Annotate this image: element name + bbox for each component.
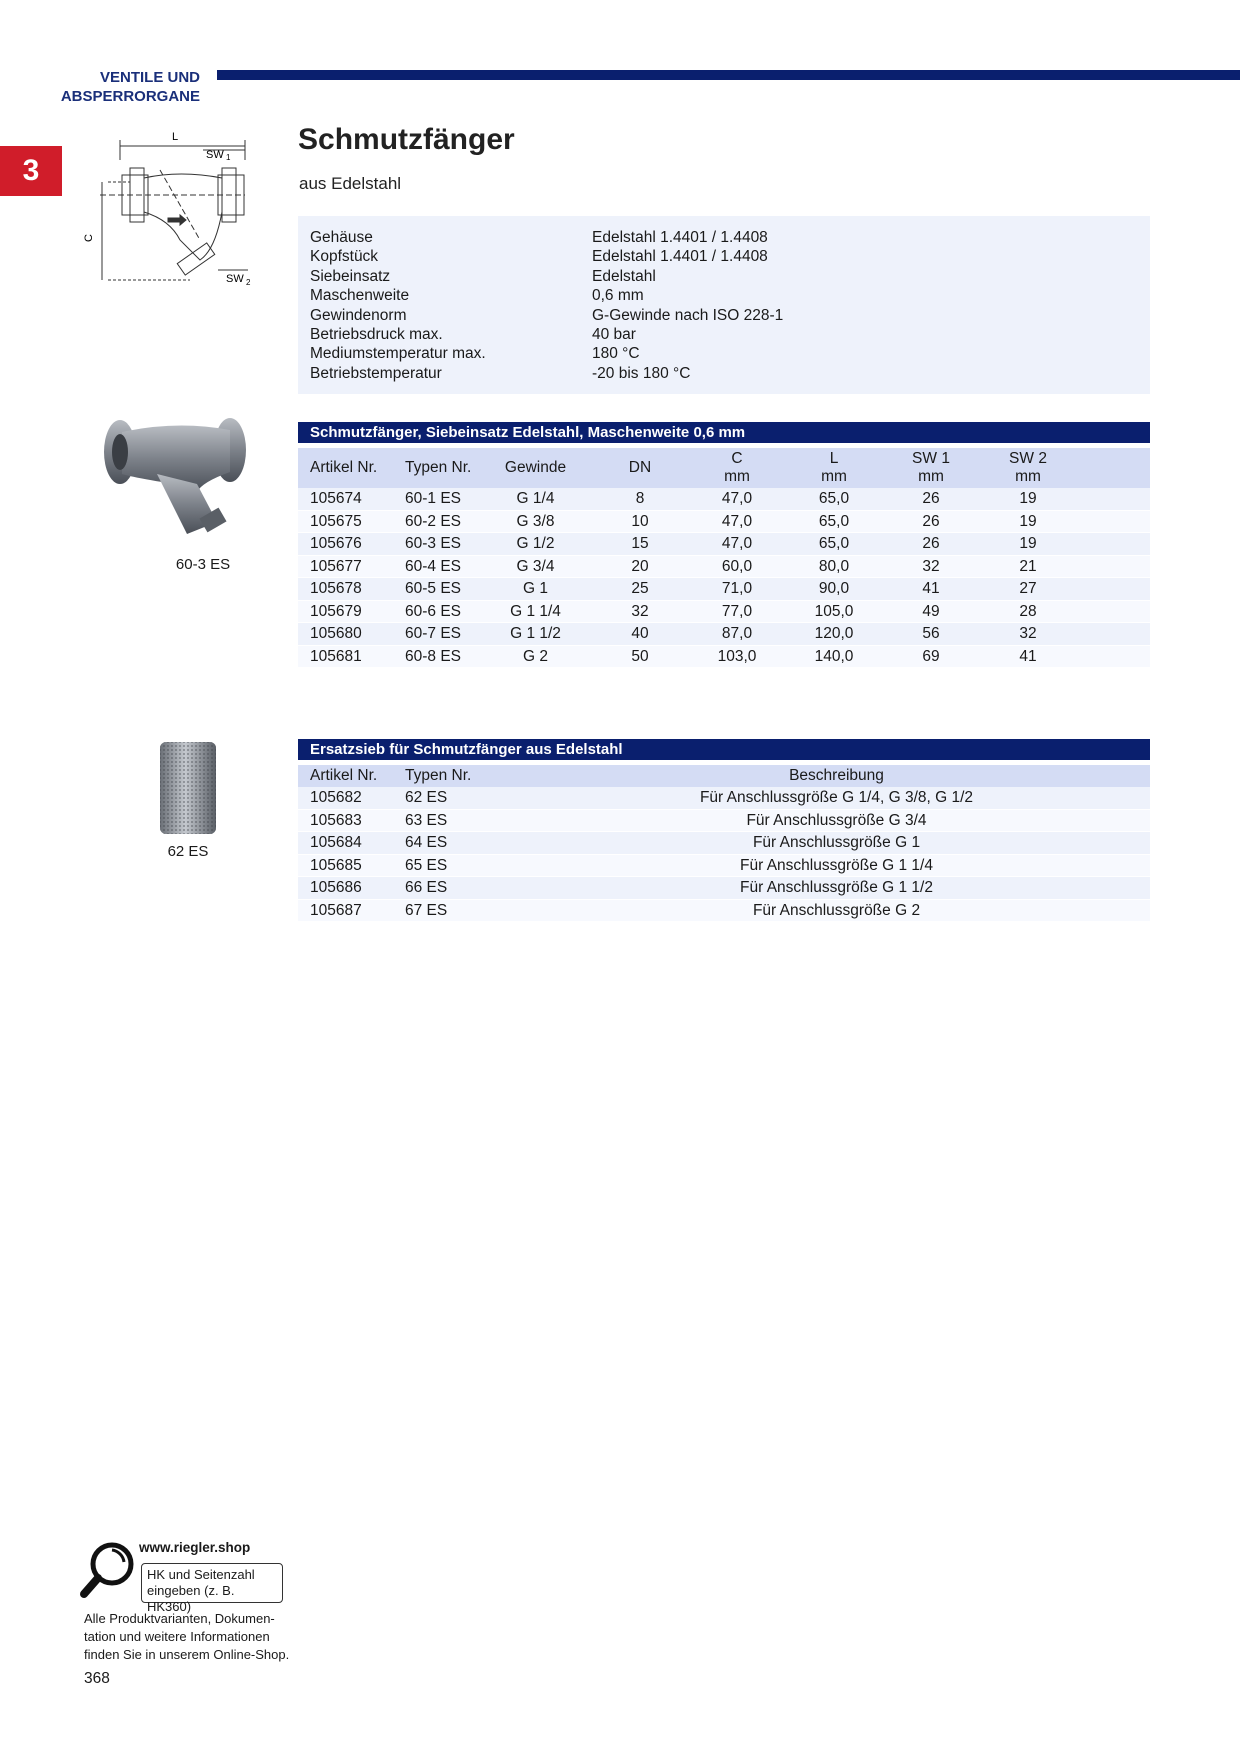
table-cell: G 3/4 <box>516 557 555 575</box>
table-cell: 60-3 ES <box>405 535 462 552</box>
page-number: 368 <box>84 1670 110 1687</box>
table-row <box>298 623 1150 646</box>
table-cell: 65 ES <box>405 856 448 874</box>
table-cell: 19 <box>1019 512 1037 530</box>
table-cell: 63 ES <box>405 811 448 829</box>
table-cell: 77,0 <box>721 602 753 620</box>
table-cell: 87,0 <box>721 625 753 642</box>
header-bar <box>217 70 1240 80</box>
table-cell: 90,0 <box>818 580 850 597</box>
table-cell: G 3/8 <box>516 512 555 530</box>
spec-row <box>310 325 1138 344</box>
table-body <box>298 488 1150 668</box>
table-title: Schmutzfänger, Siebeinsatz Edelstahl, Maschenweite 0,6 mm <box>298 422 1150 443</box>
strainer-table <box>298 422 1150 668</box>
spec-value: Edelstahl <box>592 267 656 285</box>
table-cell: 47,0 <box>721 490 753 507</box>
spec-row <box>310 228 1138 247</box>
table-row <box>298 533 1150 556</box>
table-cell: 47,0 <box>721 535 753 552</box>
column-header: Beschreibung <box>789 767 884 784</box>
table-cell: 60-1 ES <box>405 490 462 507</box>
table-cell: 15 <box>631 535 649 552</box>
footer-note-line: Alle Produktvarianten, Dokumen- <box>84 1611 275 1626</box>
table-cell: 32 <box>1019 625 1037 642</box>
table-cell: 105683 <box>310 811 362 829</box>
table-cell: 25 <box>631 580 649 597</box>
table-cell: 60,0 <box>721 557 753 575</box>
table-row <box>298 578 1150 601</box>
table-cell: 60-7 ES <box>405 625 462 642</box>
table-cell: 60-2 ES <box>405 512 462 530</box>
drawing-label-l: L <box>172 131 179 143</box>
table-cell: 41 <box>922 580 940 597</box>
table-cell: 120,0 <box>814 625 854 642</box>
spec-row <box>310 267 1138 286</box>
table-cell: Für Anschlussgröße G 1 1/4 <box>740 856 933 874</box>
spec-value: 180 °C <box>592 345 640 363</box>
table-cell: 26 <box>922 512 940 530</box>
table-cell: 41 <box>1019 647 1037 665</box>
table-cell: G 2 <box>523 647 548 665</box>
table-cell: 60-6 ES <box>405 602 462 620</box>
table-cell: 60-4 ES <box>405 557 462 575</box>
table-cell: 27 <box>1019 580 1037 597</box>
table-cell: 49 <box>922 602 940 620</box>
drawing-label-sw1: SW <box>206 149 224 161</box>
spec-key: Mediumstemperatur max. <box>310 345 486 363</box>
table-row <box>298 855 1150 878</box>
drawing-label-sw1-sub: 1 <box>226 153 231 162</box>
technical-drawing <box>80 130 260 290</box>
column-header: Artikel Nr. <box>310 767 378 784</box>
table-cell: 105686 <box>310 879 362 896</box>
table-cell: 21 <box>1019 557 1037 575</box>
table-cell: 105682 <box>310 789 362 806</box>
column-header: L mm <box>821 450 847 485</box>
strainer-photo <box>102 412 252 542</box>
table-row <box>298 601 1150 624</box>
column-header: SW 2 mm <box>1009 450 1047 485</box>
table-row <box>298 900 1150 923</box>
table-cell: 65,0 <box>818 490 850 507</box>
table-cell: 60-8 ES <box>405 647 462 665</box>
drawing-label-c: C <box>83 234 95 242</box>
table-cell: 28 <box>1019 602 1037 620</box>
product-title: Schmutzfänger <box>298 123 515 156</box>
spec-row <box>310 344 1138 363</box>
table-cell: G 1 <box>523 580 548 597</box>
table-cell: 105681 <box>310 647 362 665</box>
table-row <box>298 488 1150 511</box>
table-cell: Für Anschlussgröße G 2 <box>752 901 921 919</box>
table-cell: 65,0 <box>818 535 850 552</box>
screen-insert-caption: 62 ES <box>167 843 209 860</box>
category-line-2: ABSPERRORGANE <box>60 88 200 105</box>
table-cell: Für Anschlussgröße G 1/4, G 3/8, G 1/2 <box>699 789 974 806</box>
table-cell: 105676 <box>310 535 362 552</box>
table-body <box>298 787 1150 922</box>
table-cell: 105674 <box>310 490 362 507</box>
table-cell: 56 <box>922 625 940 642</box>
spec-value: -20 bis 180 °C <box>592 364 691 382</box>
spec-key: Betriebsdruck max. <box>310 325 443 343</box>
column-header: Typen Nr. <box>405 459 472 476</box>
table-cell: 64 ES <box>405 834 448 851</box>
table-row <box>298 877 1150 900</box>
spec-key: Kopfstück <box>310 248 379 266</box>
table-cell: 80,0 <box>818 557 850 575</box>
spec-row <box>310 306 1138 325</box>
table-cell: 105,0 <box>814 602 854 620</box>
table-header-row <box>298 448 1150 488</box>
table-cell: 60-5 ES <box>405 580 462 597</box>
spec-value: Edelstahl 1.4401 / 1.4408 <box>592 248 768 266</box>
table-cell: 103,0 <box>717 647 757 665</box>
table-cell: 67 ES <box>405 901 448 919</box>
spec-key: Maschenweite <box>310 287 410 305</box>
table-cell: 19 <box>1019 490 1037 507</box>
column-header: Artikel Nr. <box>310 459 378 476</box>
table-cell: 47,0 <box>721 512 753 530</box>
column-header: Typen Nr. <box>405 767 472 784</box>
spec-box <box>298 216 1150 394</box>
column-header: DN <box>628 459 652 476</box>
table-cell: 105684 <box>310 834 362 851</box>
table-row <box>298 556 1150 579</box>
table-row <box>298 832 1150 855</box>
table-cell: 32 <box>922 557 940 575</box>
table-cell: 65,0 <box>818 512 850 530</box>
table-cell: Für Anschlussgröße G 1 1/2 <box>740 879 933 896</box>
table-cell: 105685 <box>310 856 362 874</box>
table-cell: 19 <box>1019 535 1037 552</box>
table-cell: 140,0 <box>814 647 854 665</box>
table-row <box>298 810 1150 833</box>
footer-note-line: finden Sie in unserem Online-Shop. <box>84 1647 290 1662</box>
column-header: Gewinde <box>504 459 567 476</box>
table-cell: 105677 <box>310 557 362 575</box>
table-cell: 105687 <box>310 901 362 919</box>
table-cell: 20 <box>631 557 649 575</box>
table-cell: 105679 <box>310 602 362 620</box>
spec-value: G-Gewinde nach ISO 228-1 <box>592 306 784 324</box>
table-cell: G 1 1/4 <box>510 602 561 620</box>
table-cell: Für Anschlussgröße G 1 <box>752 834 921 851</box>
table-header-row <box>298 765 1150 787</box>
screen-insert-photo <box>158 740 218 836</box>
spec-key: Gehäuse <box>310 229 373 246</box>
table-cell: 105675 <box>310 512 362 530</box>
category-label <box>40 68 200 106</box>
table-cell: 26 <box>922 535 940 552</box>
spec-row <box>310 364 1138 383</box>
magnifier-icon <box>78 1540 138 1602</box>
table-row <box>298 787 1150 810</box>
table-cell: 26 <box>922 490 940 507</box>
category-line-1: VENTILE UND <box>99 69 200 86</box>
spec-row <box>310 247 1138 266</box>
drawing-label-sw2-sub: 2 <box>246 278 251 287</box>
table-cell: 50 <box>631 647 649 665</box>
table-row <box>298 511 1150 534</box>
spec-value: Edelstahl 1.4401 / 1.4408 <box>592 229 768 246</box>
column-header: SW 1 mm <box>912 450 950 485</box>
table-row <box>298 646 1150 669</box>
table-cell: 66 ES <box>405 879 448 896</box>
shop-url[interactable]: www.riegler.shop <box>139 1540 251 1555</box>
footer-note <box>84 1610 304 1664</box>
table-cell: 62 ES <box>405 789 448 806</box>
table-cell: G 1/4 <box>516 490 555 507</box>
screen-insert-table <box>298 739 1150 922</box>
table-cell: 8 <box>635 490 645 507</box>
product-subtitle: aus Edelstahl <box>299 174 402 193</box>
table-cell: G 1/2 <box>516 535 555 552</box>
spec-key: Siebeinsatz <box>310 267 391 285</box>
shop-hint-box <box>141 1563 283 1614</box>
shop-hint-line: eingeben (z. B. HK360) <box>147 1583 235 1614</box>
column-header: C mm <box>724 450 750 485</box>
table-cell: G 1 1/2 <box>510 625 561 642</box>
spec-value: 0,6 mm <box>592 287 644 305</box>
footer-note-line: tation und weitere Informationen <box>84 1629 270 1644</box>
table-cell: 105678 <box>310 580 362 597</box>
table-title: Ersatzsieb für Schmutzfänger aus Edelstahl <box>298 739 1150 760</box>
spec-value: 40 bar <box>592 325 636 343</box>
shop-hint-line: HK und Seitenzahl <box>147 1567 255 1582</box>
strainer-caption: 60-3 ES <box>175 556 231 573</box>
table-cell: 32 <box>631 602 649 620</box>
table-cell: 71,0 <box>721 580 753 597</box>
table-cell: Für Anschlussgröße G 3/4 <box>746 811 927 829</box>
table-cell: 10 <box>631 512 649 530</box>
chapter-tab: 3 <box>0 146 62 196</box>
table-cell: 40 <box>631 625 649 642</box>
spec-key: Betriebstemperatur <box>310 364 442 382</box>
spec-row <box>310 286 1138 305</box>
drawing-label-sw2: SW <box>226 273 244 285</box>
table-cell: 69 <box>922 647 940 665</box>
spec-key: Gewindenorm <box>310 306 407 324</box>
table-cell: 105680 <box>310 625 362 642</box>
